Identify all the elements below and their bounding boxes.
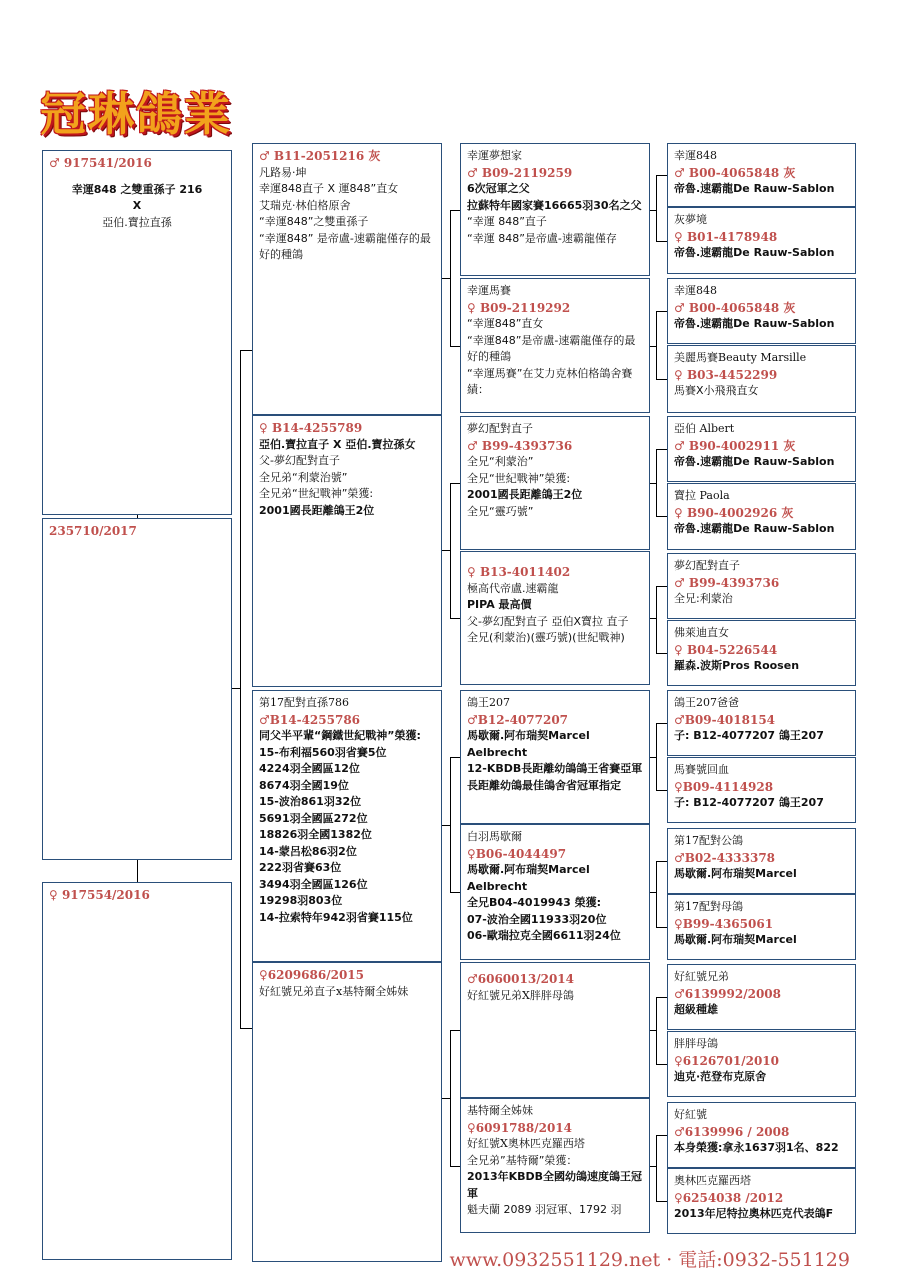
pedigree-box-g4-9: [667, 757, 856, 823]
pedigree-box-g4-4: [667, 416, 856, 482]
connector-line: [656, 586, 667, 587]
brand-logo: 冠琳鴿業: [40, 87, 232, 141]
connector-line: [442, 1098, 450, 1099]
pigeon-name: 基特爾全姊妹: [467, 1104, 533, 1117]
detail-line: 全兄弟“世紀戰神”榮獲:: [259, 487, 374, 500]
connector-line: [442, 278, 450, 279]
connector-line: [656, 861, 657, 927]
detail-line: 全兄“靈巧號”: [467, 504, 534, 518]
connector-line: [656, 927, 667, 928]
pedigree-box-g4-2: [667, 278, 856, 344]
pedigree-box-g4-7: [667, 620, 856, 686]
detail-line: 12-KBDB長距離幼鴿鴿王省賽亞軍: [467, 762, 643, 775]
pedigree-box-g4-0: [667, 143, 856, 207]
detail-line: 全兄弟”基特爾”榮獲：: [467, 1153, 578, 1167]
detail-line: “幸運848”之雙重孫子: [259, 215, 369, 228]
pedigree-box-g2-1: [252, 415, 442, 687]
connector-line: [656, 1201, 667, 1202]
ring-number: ♀ B14-4255789: [259, 421, 363, 435]
ring-number: ♂6139992/2008: [674, 986, 781, 1001]
detail-line: 15-波治861羽32位: [259, 795, 362, 808]
connector-line: [450, 757, 451, 892]
pedigree-box-g4-12: [667, 964, 856, 1030]
detail-line: 幸運848 之雙重孫子 216: [71, 182, 203, 196]
connector-line: [240, 350, 252, 351]
pigeon-name: 寶拉 Paola: [674, 489, 730, 502]
pedigree-box-g1-2: [42, 882, 232, 1260]
detail-line: “幸運馬賽”在艾力克林伯格鴿舍賽績：: [467, 366, 633, 396]
ring-number: ♀ B03-4452299: [674, 367, 778, 382]
ring-number: ♂B09-4018154: [674, 712, 776, 727]
ring-number: ♂ B00-4065848 灰: [674, 165, 796, 180]
detail-line: 8674羽全國19位: [259, 778, 349, 792]
pigeon-name: 鴿王207爸爸: [674, 696, 739, 709]
detail-line: 帝魯.速霸龍De Rauw-Sablon: [674, 182, 835, 195]
pedigree-box-g2-3: [252, 962, 442, 1262]
pedigree-box-g3-7: [460, 1098, 650, 1233]
connector-line: [656, 1135, 667, 1136]
detail-line: 3494羽全國區126位: [259, 877, 368, 891]
detail-line: 全兄(利蒙治)(靈巧號)(世紀戰神): [467, 631, 625, 644]
pedigree-box-g4-13: [667, 1031, 856, 1097]
connector-line: [137, 515, 138, 518]
ring-number: ♀6254038 /2012: [674, 1190, 784, 1205]
pigeon-name: 胖胖母鴿: [674, 1037, 718, 1050]
detail-line: 帝魯.速霸龍De Rauw-Sablon: [674, 317, 835, 330]
detail-line: 2013年KBDB全國幼鴿速度鴿王冠軍: [467, 1170, 643, 1200]
connector-line: [656, 790, 667, 791]
detail-line: 馬賽X小飛飛直女: [674, 384, 759, 397]
ring-number: ♂ B99-4393736: [467, 438, 573, 453]
connector-line: [442, 825, 450, 826]
detail-line: 凡路易·坤: [259, 165, 307, 179]
detail-line: 好紅號兄弟直子x基特爾全姊妹: [259, 984, 409, 998]
detail-line: 15-布利福560羽省賽5位: [259, 745, 387, 759]
detail-line: 羅森.波斯Pros Roosen: [674, 659, 800, 672]
detail-line: 14-拉索特年942羽省賽115位: [259, 910, 413, 924]
contact-footer: www.0932551129.net · 電話:0932-551129: [449, 1249, 850, 1271]
ring-number: ♀6209686/2015: [259, 968, 364, 982]
detail-line: 好紅號X奧林匹克羅西塔: [467, 1137, 585, 1150]
ring-number: ♂ 917541/2016: [49, 156, 152, 170]
detail-line: 2001國長距離鴿王2位: [259, 503, 375, 517]
ring-number: ♂B02-4333378: [674, 850, 776, 865]
connector-line: [656, 653, 667, 654]
pigeon-name: 亞伯 Albert: [674, 422, 735, 435]
ring-number: ♀6091788/2014: [467, 1120, 572, 1135]
pedigree-box-g3-3: [460, 551, 650, 685]
pedigree-box-g2-2: [252, 690, 442, 962]
detail-line: 同父半平輩“鋼鐵世紀戰神”榮獲:: [259, 729, 421, 742]
pedigree-box-g4-11: [667, 894, 856, 960]
connector-line: [656, 997, 667, 998]
detail-line: PIPA 最高價: [467, 598, 532, 611]
pedigree-box-g4-14: [667, 1102, 856, 1168]
detail-line: “幸運848”直女: [467, 317, 544, 330]
connector-line: [450, 210, 451, 346]
connector-line: [232, 688, 240, 689]
pigeon-name: 好紅號兄弟: [674, 970, 729, 983]
connector-line: [450, 1030, 460, 1031]
detail-line: 迪克·范登布克原舍: [674, 1070, 767, 1083]
pedigree-box-g1-1: [42, 518, 232, 860]
detail-line: 全兄“利蒙治”: [467, 455, 534, 468]
detail-line: 子: B12-4077207 鴿王207: [674, 729, 824, 742]
ring-number: ♀B09-4114928: [674, 779, 774, 794]
ring-number: ♀6126701/2010: [674, 1053, 779, 1068]
connector-line: [450, 1166, 460, 1167]
ring-number: ♀ B90-4002926 灰: [674, 505, 794, 520]
connector-line: [656, 311, 657, 379]
detail-line: 14-蒙呂松86羽2位: [259, 844, 357, 858]
pigeon-name: 夢幻配對直子: [467, 422, 533, 435]
detail-line: X: [132, 199, 142, 212]
detail-line: 父-夢幻配對直子: [259, 454, 340, 467]
ring-number: ♂B14-4255786: [259, 712, 361, 727]
connector-line: [656, 311, 667, 312]
connector-line: [240, 1028, 252, 1029]
connector-line: [656, 449, 657, 516]
detail-line: 5691羽全國區272位: [259, 811, 368, 825]
pigeon-name: 夢幻配對直子: [674, 559, 740, 572]
detail-line: 好紅號兄弟X胖胖母鴿: [467, 988, 574, 1002]
pigeon-name: 馬賽號回血: [674, 763, 729, 776]
connector-line: [442, 550, 450, 551]
connector-line: [450, 346, 460, 347]
detail-line: 帝魯.速霸龍De Rauw-Sablon: [674, 246, 835, 259]
pedigree-box-g4-5: [667, 483, 856, 550]
connector-line: [656, 586, 657, 653]
connector-line: [656, 379, 667, 380]
pigeon-name: 幸運夢想家: [467, 149, 522, 162]
ring-number: ♀ B01-4178948: [674, 229, 778, 244]
pedigree-box-g4-15: [667, 1168, 856, 1234]
pigeon-name: 好紅號: [674, 1108, 707, 1121]
connector-line: [450, 892, 460, 893]
detail-line: 06-歐瑞拉克全國6611羽24位: [467, 929, 621, 942]
pigeon-name: 幸運848: [674, 149, 717, 162]
connector-line: [656, 861, 667, 862]
ring-number: ♀B99-4365061: [674, 916, 774, 931]
detail-line: 222羽省賽63位: [259, 861, 342, 874]
detail-line: 拉蘇特年國家賽16665羽30名之父: [467, 198, 642, 212]
detail-line: 馬歇爾.阿布瑞契Marcel: [674, 867, 797, 880]
pigeon-name: 美麗馬賽Beauty Marsille: [674, 351, 807, 364]
detail-line: 父-夢幻配對直子 亞伯X寶拉 直子: [467, 614, 629, 628]
connector-line: [656, 1135, 657, 1201]
detail-line: 全兄:利蒙治: [674, 592, 733, 605]
pigeon-name: 灰夢境: [674, 213, 707, 226]
pedigree-box-g1-0: [42, 150, 232, 515]
connector-line: [656, 175, 667, 176]
ring-number: ♂B12-4077207: [467, 712, 569, 727]
ring-number: ♀ B13-4011402: [467, 565, 571, 579]
ring-number: ♂ B99-4393736: [674, 575, 780, 590]
pedigree-box-g4-6: [667, 553, 856, 619]
detail-line: “幸運 848”是帝盧-速霸龍僅存: [467, 231, 617, 245]
detail-line: 馬歇爾.阿布瑞契Marcel Aelbrecht: [467, 863, 594, 893]
connector-line: [656, 175, 657, 241]
detail-line: “幸運 848”直子: [467, 215, 547, 228]
detail-line: 極高代帝盧.速霸龍: [467, 581, 559, 595]
connector-line: [450, 483, 451, 618]
connector-line: [656, 241, 667, 242]
detail-line: “幸運848” 是帝盧-速霸龍僅存的最好的種鴿: [259, 231, 431, 261]
connector-line: [656, 723, 667, 724]
pigeon-name: 第17配對直孫786: [259, 696, 349, 709]
detail-line: 本身榮獲:拿永1637羽1名、822: [674, 1141, 839, 1154]
ring-number: ♀B06-4044497: [467, 846, 567, 861]
detail-line: 幸運848直子 X 運848”直女: [259, 182, 399, 195]
ring-number: ♂ B09-2119259: [467, 165, 573, 180]
pedigree-box-g3-2: [460, 416, 650, 550]
detail-line: 全兄B04-4019943 榮獲:: [467, 896, 602, 909]
pedigree-box-g4-3: [667, 345, 856, 413]
detail-line: 4224羽全國區12位: [259, 762, 360, 775]
detail-line: 帝魯.速霸龍De Rauw-Sablon: [674, 522, 835, 535]
ring-number: ♂ B90-4002911 灰: [674, 438, 796, 453]
pigeon-name: 鴿王207: [467, 696, 510, 709]
detail-line: 全兄“世紀戰神”榮獲:: [467, 471, 571, 485]
connector-line: [137, 860, 138, 882]
connector-line: [656, 516, 667, 517]
ring-number: ♂6060013/2014: [467, 972, 574, 986]
pigeon-name: 幸運848: [674, 284, 717, 297]
ring-number: ♀ B04-5226544: [674, 642, 778, 657]
pedigree-box-g4-1: [667, 207, 856, 274]
detail-line: 18826羽全國1382位: [259, 828, 372, 841]
ring-number: ♂ B00-4065848 灰: [674, 300, 796, 315]
pedigree-box-g3-1: [460, 278, 650, 413]
connector-line: [656, 449, 667, 450]
pigeon-name: 幸運馬賽: [467, 284, 511, 297]
connector-line: [450, 210, 460, 211]
detail-line: 全兄弟“利蒙治號”: [259, 470, 348, 484]
pedigree-box-g4-8: [667, 690, 856, 756]
ring-number: ♀ B09-2119292: [467, 300, 571, 315]
connector-line: [656, 997, 657, 1064]
pedigree-box-g2-0: [252, 143, 442, 415]
ring-number: ♂6139996 / 2008: [674, 1124, 790, 1139]
ring-number: ♂ B11-2051216 灰: [259, 149, 381, 163]
detail-line: 07-波治全國11933羽20位: [467, 912, 607, 926]
connector-line: [450, 757, 460, 758]
detail-line: 長距離幼鴿最佳鴿舍省冠軍指定: [467, 778, 621, 792]
pigeon-name: 奧林匹克羅西塔: [674, 1174, 751, 1187]
detail-line: “幸運848”是帝盧-速霸龍僅存的最好的種鴿: [467, 333, 636, 363]
connector-line: [240, 350, 241, 1028]
connector-line: [450, 483, 460, 484]
detail-line: 亞伯.寶拉直子 X 亞伯.寶拉孫女: [259, 437, 416, 451]
ring-number: 235710/2017: [49, 524, 137, 538]
pedigree-box-g4-10: [667, 828, 856, 894]
connector-line: [656, 723, 657, 790]
pigeon-name: 佛萊迪直女: [674, 626, 729, 639]
detail-line: 子: B12-4077207 鴿王207: [674, 796, 824, 809]
connector-line: [450, 618, 460, 619]
detail-line: 帝魯.速霸龍De Rauw-Sablon: [674, 455, 835, 468]
detail-line: 馬歇爾.阿布瑞契Marcel: [674, 933, 797, 946]
detail-line: 19298羽803位: [259, 894, 343, 907]
detail-line: 艾瑞克·林伯格原舍: [259, 198, 351, 212]
pedigree-box-g3-4: [460, 690, 650, 824]
detail-line: 6次冠軍之父: [467, 182, 530, 195]
pigeon-name: 白羽馬歇爾: [467, 830, 522, 843]
detail-line: 馬歇爾.阿布瑞契Marcel Aelbrecht: [467, 729, 594, 759]
pedigree-box-g3-6: [460, 962, 650, 1098]
detail-line: 2013年尼特拉奧林匹克代表鴿F: [674, 1207, 834, 1220]
ring-number: ♀ 917554/2016: [49, 888, 150, 902]
detail-line: 亞伯.寶拉直孫: [102, 215, 172, 229]
detail-line: 魁夫蘭 2089 羽冠軍、1792 羽: [467, 1203, 622, 1216]
detail-line: 超級種雄: [674, 1003, 718, 1016]
pigeon-name: 第17配對公鴿: [674, 834, 743, 847]
connector-line: [450, 1030, 451, 1166]
pedigree-box-g3-0: [460, 143, 650, 276]
detail-line: 2001國長距離鴿王2位: [467, 488, 583, 501]
connector-line: [656, 1064, 667, 1065]
pigeon-name: 第17配對母鴿: [674, 900, 743, 913]
pedigree-box-g3-5: [460, 824, 650, 960]
